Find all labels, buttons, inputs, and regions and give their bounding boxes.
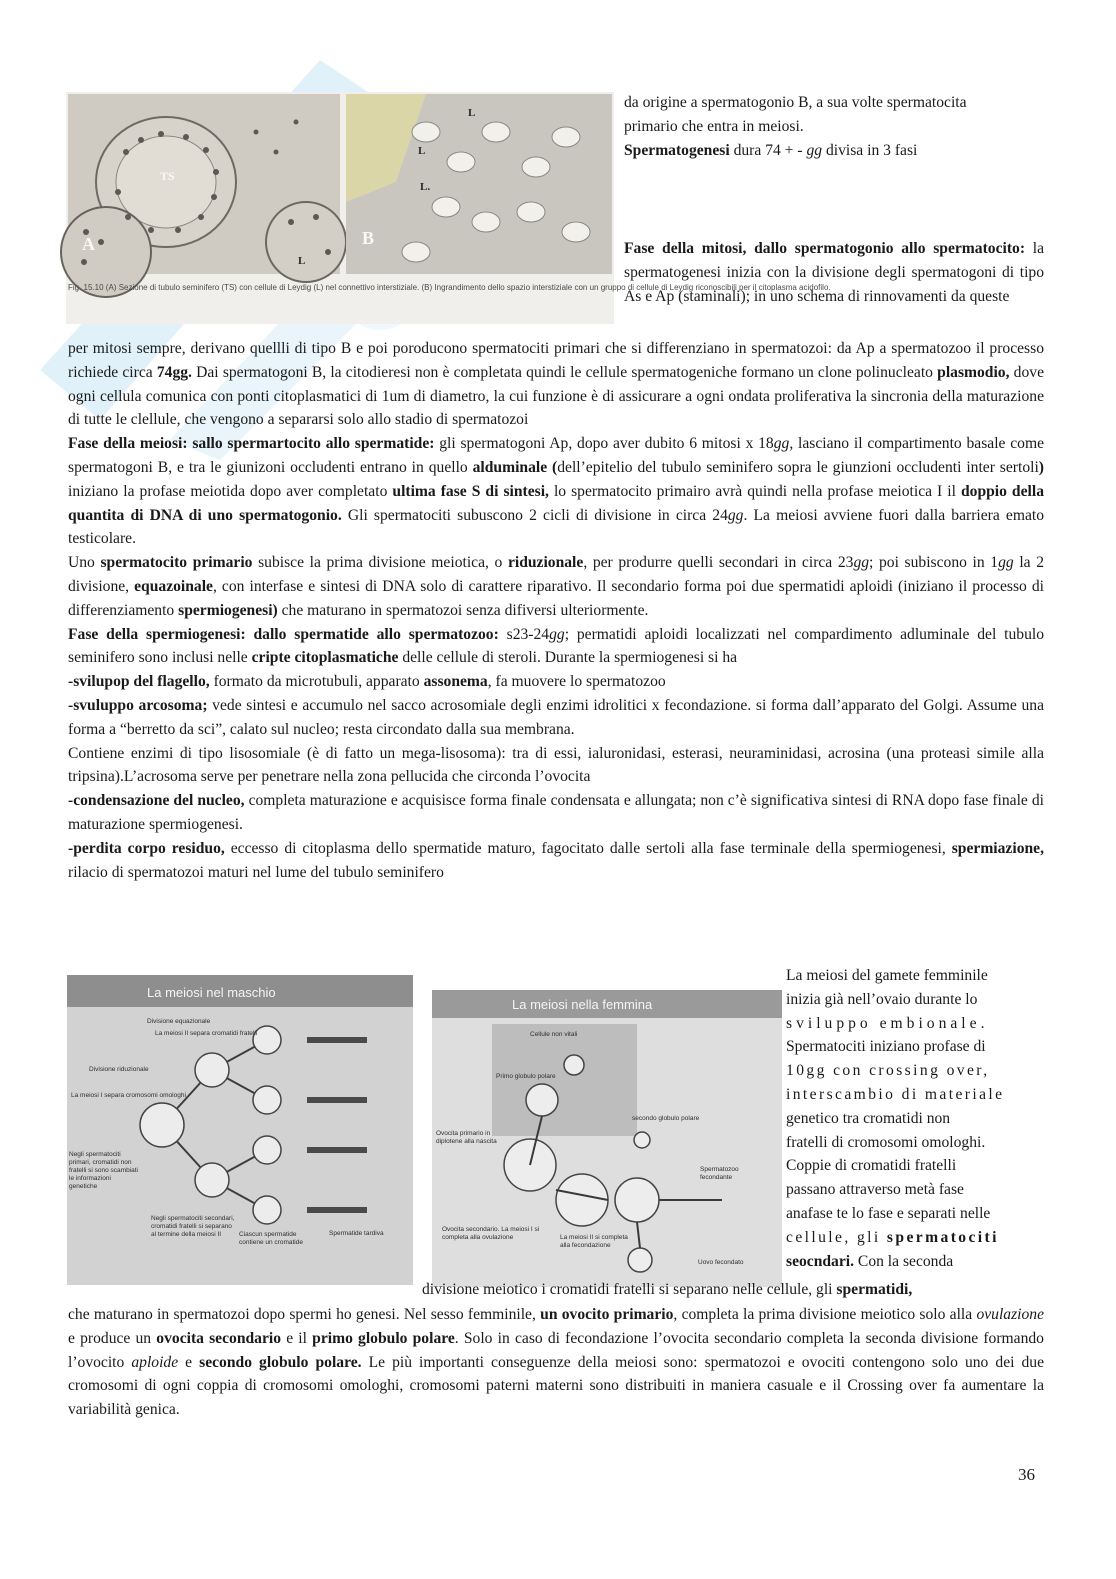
figure2-label-7: Ciascun spermatide contiene un cromatide bbox=[239, 1231, 303, 1246]
side1-line2: primario che entra in meiosi. bbox=[624, 117, 804, 135]
figure3-title: La meiosi nella femmina bbox=[512, 997, 653, 1012]
paragraph-mitosi: per mitosi sempre, derivano quellli di tipo B e poi poroducono spermatociti primari che si differenziano in spermatozoi: da Ap a spermatozoo il processo richiede circa 74gg. Dai spermatogoni B, la citodieresi non è completata quindi le cellule spermatogeniche formano un clone polinucleato plasmodio, dove ogni cellula comunica con ponti citoplasmatici di 1um di diametro, la cui funzione è di assicurare a ogni ondata proliferativa la sincronia della maturazione di tutte le clellule, che vengono a separarsi solo allo stadio di spermatozoi bbox=[68, 340, 1044, 429]
side2-line10: passano attraverso metà fase bbox=[786, 1181, 964, 1199]
figure2-label-4: La meiosi I separa cromosomi omologhi bbox=[71, 1092, 186, 1099]
side2-line3: sviluppo embionale. bbox=[786, 1014, 989, 1032]
figure3-label-7: Spermatozoo fecondante bbox=[700, 1166, 739, 1181]
paragraph-meiosi: Fase della meiosi: sallo spermartocito allo spermatide: gli spermatogoni Ap, dopo aver dubito 6 mitosi x 18gg, lasciano il compartimento basale come spermatogoni B, e tra le giunizoni occludenti entrano in quello alduminale (dell’epitelio del tubulo seminifero sopra le giunzioni occludenti inter sertoli) iniziano la profase meiotida dopo aver completato ultima fase S di sintesi, lo spermatocito primairo avrà quindi nella profase meiotica I il doppio della quantita di DNA di uno spermatogonio. Gli spermatociti subuscono 2 cicli di divisione in circa 24gg. La meiosi avviene fuori dalla barriera emato testicolare. bbox=[68, 435, 1045, 548]
page-number: 36 bbox=[1018, 1465, 1035, 1484]
figure2-label-1: Divisione equazionale bbox=[147, 1018, 211, 1025]
paragraph-conclusioni: che maturano in spermatozoi dopo spermi ho genesi. Nel sesso femminile, un ovocito primario, completa la prima divisione meiotico solo alla ovulazione e produce un ovocita secondario e il primo globulo polare. Solo in caso di fecondazione l’ovocita secondario completa la seconda divisione formando l’ovocito aploide e secondo globulo polare. Le più importanti conseguenze della meiosi sono: spermatozoi e ovociti contengono solo uno dei due cromosomi di ogni coppia di cromosomi omologhi, cromosomi paterni materni sono distribuiti in maniera casuale e il Crossing over fa aumentare la variabilità genica. bbox=[68, 1306, 1045, 1419]
side1-line3: Spermatogenesi dura 74 + - gg divisa in 3 fasi bbox=[624, 141, 918, 159]
label-a: A bbox=[82, 234, 95, 254]
paragraph-enzimi: Contiene enzimi di tipo lisosomiale (è di fatto un mega-lisosoma): tra di essi, ialuronidasi, esterasi, neuraminidasi, acrosina (una proteasi simile alla tripsina).L’acrosoma serve per penetrare nella zona pellucida che circonda l’ovocita bbox=[68, 744, 1044, 786]
label-l4: L bbox=[298, 255, 306, 267]
figure3-label-5: Ovocita secondario. La meiosi I si completa alla ovulazione bbox=[442, 1226, 540, 1241]
label-l2: L bbox=[418, 145, 426, 157]
paragraph-nucleo: -condensazione del nucleo, completa maturazione e acquisisce forma finale condensata e allungata; non c’è significativa sintesi di RNA dopo fase finale di maturazione spermiogenesi. bbox=[68, 792, 1044, 833]
mitosi-intro: Fase della mitosi, dallo spermatogonio allo spermatocito: la spermatogenesi inizia con la divisione degli spermatogoni di tipo As e Ap (staminali); in uno schema di rinnovamenti da queste bbox=[624, 240, 1044, 305]
figure2-label-3: Divisione riduzionale bbox=[89, 1066, 149, 1073]
final-paragraph bbox=[68, 1303, 1044, 1422]
intro-side-text bbox=[624, 91, 1044, 162]
figure2-label-8: Spermatide tardiva bbox=[329, 1230, 384, 1237]
figure-meiosi-femmina bbox=[432, 990, 782, 1287]
figure3-label-2: Primo globulo polare bbox=[496, 1073, 556, 1080]
mitosi-side-text bbox=[624, 237, 1044, 308]
side2-line1: La meiosi del gamete femminile bbox=[786, 967, 988, 984]
side2-line7: genetico tra cromatidi non bbox=[786, 1109, 951, 1127]
figure3-label-3: secondo globulo polare bbox=[632, 1115, 700, 1122]
label-l1: L bbox=[468, 107, 476, 119]
figure3-label-1: Cellule non vitali bbox=[530, 1031, 578, 1038]
main-body-text bbox=[68, 337, 1044, 884]
paragraph-corpo-residuo: -perdita corpo residuo, eccesso di citoplasma dello spermatide maturo, fagocitato dalle sertoli alla fase terminale della spermiogenesi, spermiazione, rilacio di spermatozoi maturi nel lume del tubulo seminifero bbox=[68, 839, 1044, 881]
side1-line1: da origine a spermatogonio B, a sua volte spermatocita bbox=[624, 94, 967, 111]
paragraph-spermiogenesi: Fase della spermiogenesi: dallo spermatide allo spermatozoo: s23-24gg; permatidi aploidi localizzati nel compardimento adluminale del tubulo seminifero sono inclusi nelle cripte citoplasmatiche delle cellule di steroli. Durante la spermiogenesi si ha bbox=[68, 625, 1044, 667]
figure2-title: La meiosi nel maschio bbox=[147, 985, 276, 1000]
final-line0: divisione meiotico i cromatidi fratelli si separano nelle cellule, gli spermatidi, bbox=[422, 1281, 913, 1298]
figure3-label-6: La meiosi II si completa alla fecondazione bbox=[560, 1234, 628, 1249]
side2-line13: seocndari. Con la seconda bbox=[786, 1252, 954, 1270]
label-ts: TS bbox=[160, 169, 175, 183]
side2-line11: anafase te lo fase e separati nelle bbox=[786, 1204, 991, 1222]
side2-line2: inizia già nell’ovaio durante lo bbox=[786, 990, 978, 1008]
figure3-label-8: Uovo fecondato bbox=[698, 1259, 744, 1266]
meiosi-femminile-side-text bbox=[786, 964, 1044, 1273]
final-text bbox=[422, 1278, 1044, 1302]
figure-meiosi-maschio bbox=[67, 975, 413, 1285]
paragraph-primario: Uno spermatocito primario subisce la prima divisione meiotica, o riduzionale, per produrre quelli secondari in circa 23gg; poi subiscono in 1gg la 2 divisione, equazoinale, con interfase e sintesi di DNA solo di carattere riparativo. Il secondario forma poi due spermatidi aploidi (iniziano il processo di differenziamento spermiogenesi) che maturano in spermatozoi senza difiversi ulteriormente. bbox=[68, 554, 1044, 619]
side2-line8: fratelli di cromosomi omologhi. bbox=[786, 1133, 986, 1151]
figure2-label-5: Negli spermatociti primari, cromatidi non fratelli si sono scambiati le informazioni genetiche bbox=[69, 1151, 138, 1190]
side2-line4: Spermatociti iniziano profase di bbox=[786, 1038, 986, 1056]
paragraph-flagello: -svilupop del flagello, formato da microtubuli, apparato assonema, fa muovere lo spermatozoo bbox=[68, 673, 666, 691]
paragraph-arcosoma: -svuluppo arcosoma; vede sintesi e accumulo nel sacco acrosomiale degli enzimi idrolitici x fecondazione. si forma dall’apparato del Golgi. Assume una forma a “berretto da sci”, calato sul nucleo; resta circondato dalla sua membrana. bbox=[68, 696, 1045, 738]
figure3-label-4: Ovocita primario in diplotene alla nascita bbox=[436, 1130, 497, 1145]
side2-line6: interscambio di materiale bbox=[786, 1085, 1005, 1103]
figure2-label-2: La meiosi II separa cromatidi fratelli bbox=[155, 1030, 258, 1037]
label-b: B bbox=[362, 228, 375, 248]
figure2-label-6: Negli spermatociti secondari, cromatidi fratelli si separano al termine della meiosi II bbox=[151, 1215, 235, 1238]
label-l3: L. bbox=[420, 181, 431, 193]
side2-line5: 10gg con crossing over, bbox=[786, 1062, 990, 1080]
side2-line12: cellule, gli spermatociti bbox=[786, 1228, 999, 1246]
side2-line9: Coppie di cromatidi fratelli bbox=[786, 1157, 957, 1175]
figure1-caption: Fig. 15.10 (A) Sezione di tubulo seminifero (TS) con cellule di Leydig (L) nel connettivo interstiziale. (B) Ingrandimento dello spazio interstiziale con un gruppo di cellule di Leydig riconoscibili per il citoplasma acidofilo. bbox=[68, 283, 831, 292]
